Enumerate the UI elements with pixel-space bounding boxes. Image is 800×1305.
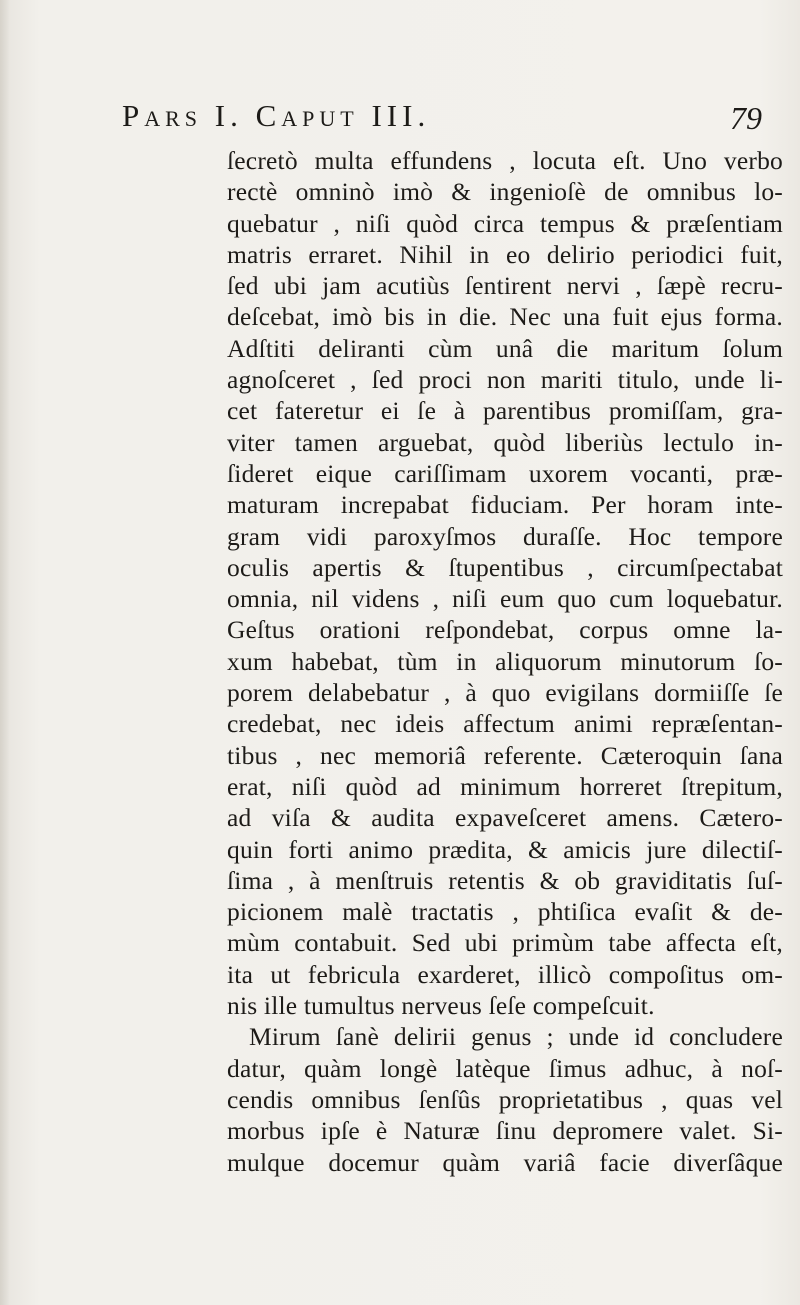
- text-line: Adſtiti deliranti cùm unâ die maritum ſolum: [227, 333, 783, 363]
- text-line: porem delabebatur , à quo evigilans dormiiſſe ſe: [227, 678, 783, 708]
- text-line: xum habebat, tùm in aliquorum minutorum ſo-: [227, 646, 783, 676]
- text-line: ſed ubi jam acutiùs ſentirent nervi , ſæpè recru-: [227, 271, 783, 301]
- text-line: quin forti animo prædita, & amicis jure dilectiſ-: [227, 834, 783, 864]
- text-line: tibus , nec memoriâ referente. Cæteroquin ſana: [227, 740, 783, 770]
- text-line: mulque docemur quàm variâ facie diverſâque: [227, 1147, 783, 1177]
- text-line: ad viſa & audita expaveſceret amens. Cætero-: [227, 803, 783, 833]
- page-number: 79: [730, 100, 762, 136]
- text-line: ſima , à menſtruis retentis & ob graviditatis ſuſ-: [227, 865, 783, 895]
- text-line: erat, niſi quòd ad minimum horreret ſtrepitum,: [227, 771, 783, 801]
- text-line: agnoſceret , ſed proci non mariti titulo, unde li-: [227, 365, 783, 395]
- text-line: rectè omninò imò & ingenioſè de omnibus lo-: [227, 177, 783, 207]
- text-line: omnia, nil videns , niſi eum quo cum loquebatur.: [227, 584, 783, 614]
- text-line: mùm contabuit. Sed ubi primùm tabe affecta eſt,: [227, 928, 783, 958]
- text-line: deſcebat, imò bis in die. Nec una fuit ejus forma.: [227, 302, 783, 332]
- text-line: ita ut febricula exarderet, illicò compoſitus om-: [227, 959, 783, 989]
- running-head-title: Pars I. Caput III.: [122, 98, 431, 133]
- text-line: cendis omnibus ſenſûs proprietatibus , quas vel: [227, 1084, 783, 1114]
- text-line: quebatur , niſi quòd circa tempus & præſentiam: [227, 208, 783, 238]
- text-line: oculis apertis & ſtupentibus , circumſpectabat: [227, 552, 783, 582]
- text-line: datur, quàm longè latèque ſimus adhuc, à noſ-: [227, 1053, 783, 1083]
- text-line: viter tamen arguebat, quòd liberiùs lectulo in-: [227, 427, 783, 457]
- text-line: Mirum ſanè delirii genus ; unde id concludere: [249, 1022, 783, 1052]
- text-line: maturam increpabat fiduciam. Per horam inte-: [227, 490, 783, 520]
- text-line: matris erraret. Nihil in eo delirio periodici fuit,: [227, 239, 783, 269]
- binding-shadow: [0, 0, 10, 1305]
- text-line: gram vidi paroxyſmos duraſſe. Hoc tempore: [227, 521, 783, 551]
- text-line: Geſtus orationi reſpondebat, corpus omne la-: [227, 615, 783, 645]
- text-line: credebat, nec ideis affectum animi repræſentan-: [227, 709, 783, 739]
- text-line: morbus ipſe è Naturæ ſinu depromere valet. Si-: [227, 1116, 783, 1146]
- text-line: nis ille tumultus nerveus ſeſe compeſcuit.: [227, 991, 655, 1021]
- text-line: ſecretò multa effundens , locuta eſt. Uno verbo: [227, 146, 783, 175]
- running-head: [122, 98, 762, 142]
- text-line: cet fateretur ei ſe à parentibus promiſſam, gra-: [227, 396, 783, 426]
- body-text: [227, 145, 787, 1178]
- text-line: picionem malè tractatis , phtiſica evaſit & de-: [227, 897, 783, 927]
- text-line: ſideret eique cariſſimam uxorem vocanti, præ-: [227, 458, 783, 488]
